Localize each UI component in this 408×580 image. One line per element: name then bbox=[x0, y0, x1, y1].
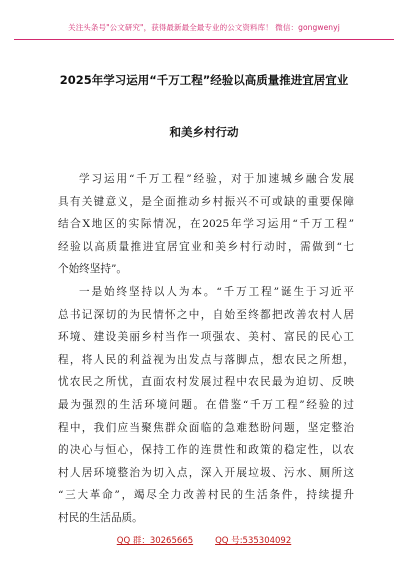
body-line: 个始终坚持”。 bbox=[58, 263, 127, 276]
body-line: 村人居环境整治为切入点，深入开展垃圾、污水、厕所这 bbox=[58, 466, 354, 479]
body-line: 的决心与恒心，保持工作的连贯性和政策的稳定性，以农 bbox=[58, 444, 354, 457]
body-line: 总书记深切的为民情怀之中，自始至终都把改善农村人居 bbox=[58, 308, 354, 321]
body-line: 村民的生活品质。 bbox=[58, 511, 143, 524]
footer-qq-group: QQ 群：30265665 bbox=[116, 536, 194, 546]
body-line: 经验以高质量推进宜居宜业和美乡村行动时，需做到“七 bbox=[58, 240, 354, 253]
body-line: 环境、建设美丽乡村当作一项强农、美村、富民的民心工 bbox=[58, 331, 354, 344]
body-line: 结合X地区的实际情况，在2025年学习运用“千万工程” bbox=[58, 218, 354, 231]
body-line: 一是始终坚持以人为本。“千万工程”诞生于习近平 bbox=[79, 285, 354, 298]
body-line: “三大革命”，竭尽全力改善村民的生活条件，持续提升 bbox=[58, 489, 354, 502]
body-line: 学习运用“千万工程”经验，对于加速城乡融合发展 bbox=[79, 173, 354, 185]
body-line: 程中，我们应当聚焦群众面临的急难愁盼问题，坚定整治 bbox=[58, 421, 354, 434]
header-banner: 关注头条号"公文研究"，获得最新最全最专业的公文资料库！ 微信：gongwenyj bbox=[68, 23, 340, 32]
body-line: 程，将人民的利益视为出发点与落脚点，想农民之所想， bbox=[58, 353, 354, 366]
footer-contact bbox=[0, 534, 408, 546]
document-title-line-1: 2025年学习运用“千万工程”经验以高质量推进宜居宜业 bbox=[59, 73, 349, 87]
body-line: 忧农民之所忧，直面农村发展过程中农民最为迫切、反映 bbox=[58, 376, 354, 389]
body-text bbox=[58, 168, 354, 530]
document-title-line-2: 和美乡村行动 bbox=[169, 125, 239, 139]
body-line: 具有关键意义，是全面推动乡村振兴不可或缺的重要保障 bbox=[58, 195, 354, 208]
footer-qq-number: QQ 号:535304092 bbox=[215, 536, 292, 546]
body-line: 最为强烈的生活环境问题。在借鉴“千万工程”经验的过 bbox=[58, 398, 354, 411]
header-divider bbox=[14, 39, 394, 40]
